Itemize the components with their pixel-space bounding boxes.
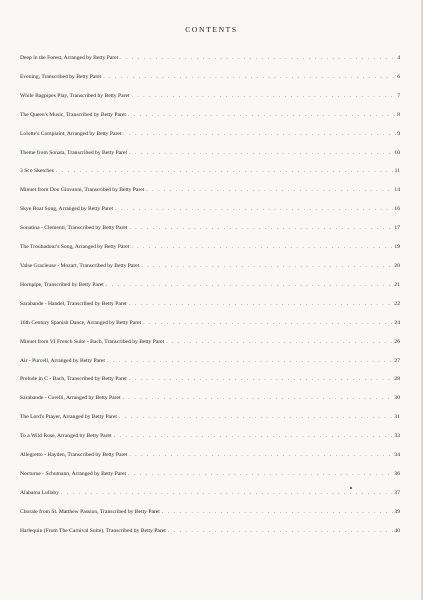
toc-entry-title: Prelude in C - Bach, Transcribed by Betty Paret <box>20 376 127 383</box>
toc-entry-page: 7 <box>397 92 400 99</box>
toc-entry-title: Minuet from Don Giovanni, Transcribed by Betty Paret <box>20 187 145 194</box>
toc-entry <box>20 263 400 282</box>
toc-entry <box>20 471 400 490</box>
toc-entry-title: Alabama Lullaby <box>20 489 59 496</box>
toc-entry-title: Air - Purcell, Arranged by Betty Paret <box>20 357 105 364</box>
toc-entry-page: 22 <box>394 300 400 307</box>
dot-leader <box>131 244 393 251</box>
toc-entry-title: 16th Century Spanish Dance, Arranged by Betty Paret <box>20 319 142 326</box>
toc-entry <box>20 490 400 509</box>
toc-entry-page: 11 <box>394 168 400 175</box>
toc-entry <box>20 206 400 225</box>
toc-entry <box>20 282 400 301</box>
page-title: CONTENTS <box>185 25 238 34</box>
toc-entry <box>20 112 400 131</box>
toc-entry-title: While Bagpipes Play, Transcribed by Betty Paret <box>20 92 130 99</box>
toc-entry <box>20 339 400 358</box>
dot-leader <box>107 358 393 365</box>
toc-entry-page: 16 <box>394 206 400 213</box>
toc-entry-title: Sarabande - Handel, Transcribed by Betty Paret <box>20 300 127 307</box>
toc-entry <box>20 414 400 433</box>
dot-leader <box>128 471 393 478</box>
toc-entry-title: Chorale from St. Matthew Passion, Transcribed by Betty Paret <box>20 508 160 515</box>
toc-entry-page: 39 <box>394 508 400 515</box>
toc-entry-page: 20 <box>394 262 400 269</box>
toc-entry-page: 30 <box>394 395 400 402</box>
toc-entry <box>20 93 400 112</box>
toc-entry <box>20 301 400 320</box>
toc-entry-page: 31 <box>394 414 400 421</box>
toc-entry-page: 36 <box>394 470 400 477</box>
toc-entry <box>20 452 400 471</box>
toc-entry <box>20 55 400 74</box>
toc-entry-title: Harlequin (From The Carnival Suite), Transcribed by Betty Paret <box>20 527 166 534</box>
toc-entry-page: 34 <box>394 452 400 459</box>
dot-leader <box>129 225 393 232</box>
dot-leader <box>123 131 396 138</box>
toc-entry <box>20 187 400 206</box>
toc-entry-page: 24 <box>394 319 400 326</box>
toc-entry-page: 21 <box>394 281 400 288</box>
toc-entry-page: 19 <box>394 244 400 251</box>
toc-entry-title: To a Wild Rose, Arranged by Betty Paret <box>20 433 112 440</box>
toc-entry-title: Allegretto - Hayden, Transcribed by Betty Paret <box>20 452 128 459</box>
toc-entry-title: Lolotte's Complaint, Arranged by Betty Paret <box>20 130 122 137</box>
toc-entry-page: 28 <box>394 376 400 383</box>
toc-entry <box>20 150 400 169</box>
dot-leader <box>128 112 396 119</box>
table-of-contents <box>20 55 400 547</box>
toc-entry-title: Sarabande - Corelli, Arranged by Betty Paret <box>20 395 121 402</box>
ink-speck <box>350 487 352 489</box>
toc-entry-page: 33 <box>394 433 400 440</box>
toc-entry-page: 8 <box>397 111 400 118</box>
dot-leader <box>123 395 394 402</box>
toc-entry <box>20 131 400 150</box>
toc-entry-page: 26 <box>394 338 400 345</box>
toc-entry-title: Evening, Transcribed by Betty Paret <box>20 73 102 80</box>
dot-leader <box>129 452 393 459</box>
dot-leader <box>115 206 393 213</box>
toc-entry-page: 10 <box>394 149 400 156</box>
toc-entry-page: 17 <box>394 225 400 232</box>
dot-leader <box>129 301 394 308</box>
dot-leader <box>103 74 396 81</box>
toc-entry-title: Valse Gracieuse - Mozart, Transcribed by Betty Paret <box>20 262 140 269</box>
dot-leader <box>131 93 396 100</box>
toc-entry <box>20 225 400 244</box>
dot-leader <box>129 376 394 383</box>
dot-leader <box>120 55 396 62</box>
dot-leader <box>114 433 394 440</box>
toc-entry-title: The Troubadour's Song, Arranged by Betty Paret <box>20 244 130 251</box>
toc-entry-page: 37 <box>394 489 400 496</box>
toc-entry-page: 4 <box>397 55 400 61</box>
dot-leader <box>106 282 394 289</box>
dot-leader <box>129 150 393 157</box>
dot-leader <box>143 320 393 327</box>
toc-entry-page: 27 <box>394 357 400 364</box>
toc-entry-page: 6 <box>397 73 400 80</box>
toc-entry-title: The Lord's Prayer, Arranged by Betty Paret <box>20 414 117 421</box>
toc-entry <box>20 168 400 187</box>
dot-leader <box>56 168 394 175</box>
toc-entry <box>20 528 400 547</box>
toc-entry-title: Theme from Sonata, Transcribed by Betty Paret <box>20 149 128 156</box>
dot-leader <box>119 414 393 421</box>
toc-entry <box>20 320 400 339</box>
toc-entry <box>20 74 400 93</box>
toc-entry-page: 40 <box>394 527 400 534</box>
dot-leader <box>141 263 393 270</box>
toc-entry-title: The Queen's Music, Transcribed by Betty Paret <box>20 111 126 118</box>
toc-entry <box>20 433 400 452</box>
toc-entry <box>20 244 400 263</box>
toc-entry <box>20 509 400 528</box>
dot-leader <box>166 339 393 346</box>
dot-leader <box>162 509 394 516</box>
dot-leader <box>146 187 393 194</box>
toc-entry-page: 9 <box>397 130 400 137</box>
toc-entry-page: 14 <box>394 187 400 194</box>
toc-entry-title: Deep in the Forest, Arranged by Betty Paret <box>20 55 119 61</box>
toc-entry-title: 3 Sco Sketches <box>20 168 54 175</box>
toc-entry <box>20 358 400 377</box>
toc-entry-title: Skye Boat Song, Arranged by Betty Paret <box>20 206 114 213</box>
dot-leader <box>61 490 393 497</box>
toc-entry-title: Sonatina - Clementi, Transcribed by Betty Paret <box>20 225 128 232</box>
toc-entry <box>20 395 400 414</box>
toc-entry <box>20 376 400 395</box>
dot-leader <box>168 528 394 535</box>
toc-entry-title: Minuet from VI French Suite - Bach, Transcribed by Betty Paret <box>20 338 165 345</box>
toc-entry-title: Hornpipe, Transcribed by Betty Paret <box>20 281 104 288</box>
toc-entry-title: Nocturne - Schumann, Arranged by Betty Paret <box>20 470 127 477</box>
